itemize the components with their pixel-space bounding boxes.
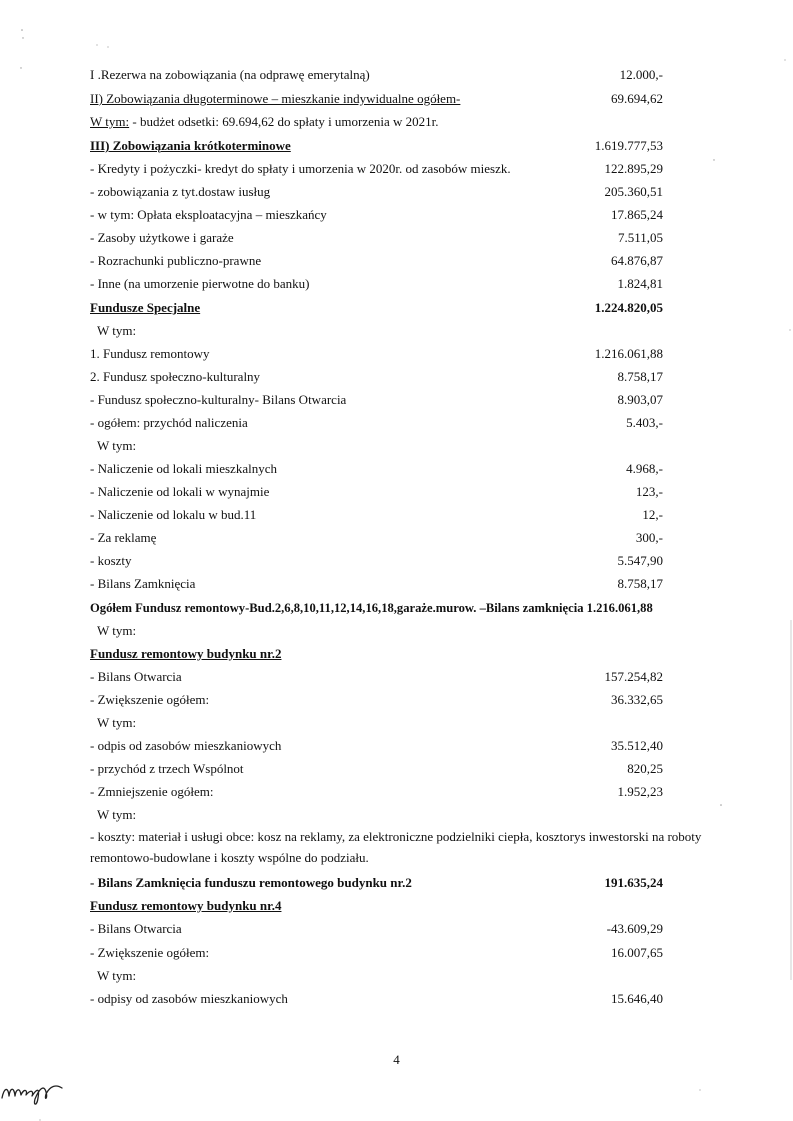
line-value: 17.865,24 [611, 207, 663, 222]
line-label: - Bilans Otwarcia [90, 669, 182, 684]
w-tym-label: W tym: [90, 114, 130, 129]
line-label: - Rozrachunki publiczno-prawne [90, 253, 262, 268]
line-label: - Kredyty i pożyczki- kredyt do spłaty i umorzenia w 2020r. od zasobów mieszk. [90, 161, 511, 176]
line-value: 36.332,65 [611, 692, 663, 707]
line-label: - ogółem: przychód naliczenia [90, 415, 248, 430]
line-label: - zobowiązania z tyt.dostaw iusług [90, 184, 271, 199]
line-label: - Zwiększenie ogółem: [90, 692, 210, 707]
line-value: 205.360,51 [604, 184, 663, 199]
line-label: W tym: [97, 438, 137, 453]
line-value: 16.007,65 [611, 945, 663, 960]
line-value: 5.547,90 [617, 553, 663, 568]
line-label: - odpis od zasobów mieszkaniowych [90, 738, 282, 753]
line-value: -43.609,29 [606, 921, 663, 936]
line-value: 123,- [635, 484, 663, 499]
line-value: 5.403,- [626, 415, 663, 430]
line-value: 4.968,- [626, 461, 663, 476]
line-label: - Za reklamę [90, 530, 157, 545]
line-value: 35.512,40 [611, 738, 663, 753]
line-label: - Fundusz społeczno-kulturalny- Bilans Otwarcia [90, 392, 347, 407]
line-value: 12,- [642, 507, 663, 522]
line-value: 300,- [635, 530, 663, 545]
line-label: 1. Fundusz remontowy [90, 346, 210, 361]
line-value: 820,25 [627, 761, 663, 776]
line-value: 8.758,17 [617, 369, 663, 384]
line-value: 64.876,87 [611, 253, 663, 268]
line-value: 7.511,05 [617, 230, 663, 245]
line-value: 1.952,23 [617, 784, 663, 799]
total-line: Ogółem Fundusz remontowy-Bud.2,6,8,10,11,12,14,16,18,garaże.murow. –Bilans zamknięcia 1.216.061,88 [90, 601, 653, 615]
line-label: - Zmniejszenie ogółem: [90, 784, 214, 799]
line-label: I .Rezerwa na zobowiązania (na odprawę emerytalną) [90, 67, 370, 82]
line-label: - przychód z trzech Wspólnot [90, 761, 244, 776]
line-label: - odpisy od zasobów mieszkaniowych [90, 991, 288, 1006]
section-heading: Fundusze Specjalne [90, 300, 201, 315]
section-heading: III) Zobowiązania krótkoterminowe [90, 138, 291, 153]
section-heading: Fundusz remontowy budynku nr.2 [90, 646, 282, 661]
line-label: - Naliczenie od lokali w wynajmie [90, 484, 270, 499]
line-value: 15.646,40 [611, 991, 663, 1006]
line-label: 2. Fundusz społeczno-kulturalny [90, 369, 261, 384]
line-label: W tym: [97, 968, 137, 983]
line-text: - budżet odsetki: 69.694,62 do spłaty i umorzenia w 2021r. [129, 114, 439, 129]
line-label: - Bilans Zamknięcia funduszu remontowego budynku nr.2 [90, 875, 412, 890]
line-value: 1.824,81 [617, 276, 663, 291]
line-value: 1.224.820,05 [594, 300, 663, 315]
line-value: 1.619.777,53 [594, 138, 663, 153]
line-value: 8.903,07 [617, 392, 663, 407]
line-label: W tym: [97, 623, 137, 638]
section-heading: II) Zobowiązania długoterminowe – mieszkanie indywidualne ogółem- [90, 91, 461, 106]
line-value: 8.758,17 [617, 576, 663, 591]
line-label: W tym: [97, 807, 137, 822]
page-number: 4 [393, 1052, 400, 1067]
line-label: - Zwiększenie ogółem: [90, 945, 210, 960]
line-label: - w tym: Opłata eksploatacyjna – mieszkańcy [90, 207, 327, 222]
line-label: - Bilans Zamknięcia [90, 576, 196, 591]
line-label: W tym: [97, 715, 137, 730]
line-value: 1.216.061,88 [594, 346, 663, 361]
line-value: 122.895,29 [604, 161, 663, 176]
line-label: - Bilans Otwarcia [90, 921, 182, 936]
line-label: - Naliczenie od lokali mieszkalnych [90, 461, 277, 476]
line-label: - koszty [90, 553, 132, 568]
paragraph-line-2: remontowo-budowlane i koszty wspólne do podziału. [90, 850, 369, 865]
line-label: - Zasoby użytkowe i garaże [90, 230, 234, 245]
section-heading: Fundusz remontowy budynku nr.4 [90, 898, 282, 913]
line-value: 191.635,24 [604, 875, 663, 890]
paragraph-line-1: - koszty: materiał i usługi obce: kosz na reklamy, za elektroniczne podzielniki ciepła, kosztorys inwestorski na roboty [90, 829, 702, 844]
line-value: 12.000,- [619, 67, 663, 82]
line-value: 157.254,82 [604, 669, 663, 684]
line-value: 69.694,62 [611, 91, 663, 106]
line-label: - Naliczenie od lokalu w bud.11 [90, 507, 257, 522]
line-label: - Inne (na umorzenie pierwotne do banku) [90, 276, 310, 291]
line-label: W tym: [97, 323, 137, 338]
